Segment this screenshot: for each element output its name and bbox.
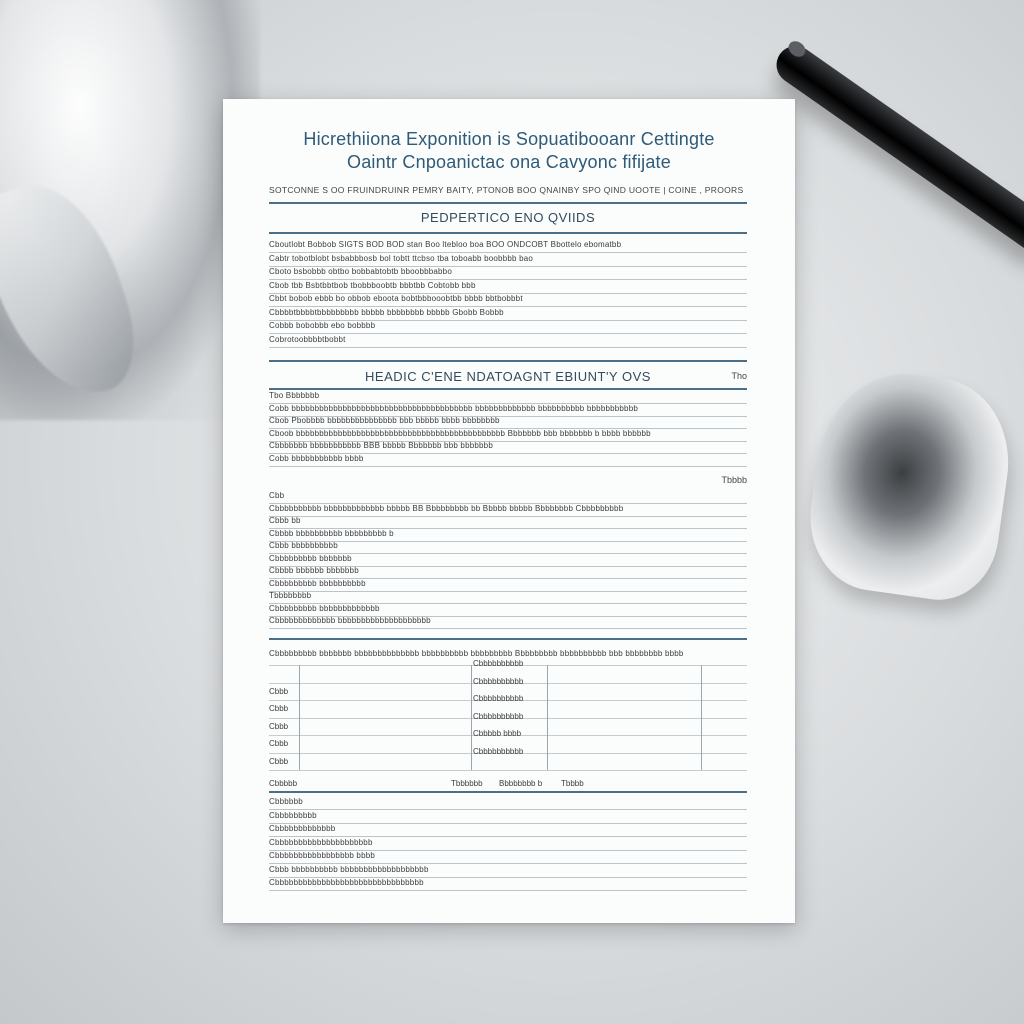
ruled-line: [269, 628, 747, 629]
text-line: Cbbbbbbbbbbbbbbbbb bbbb: [269, 851, 376, 860]
text-line: Cbbbbbbbbbbbbbbbbbbbbb: [269, 837, 373, 847]
section1-heading: PEDPERTICO ENO QVIIDS: [420, 210, 596, 225]
text-line: Cabtr tobotblobt bsbabbbosb bol tobtt ttcbso tba toboabb boobbbb bao: [269, 253, 534, 263]
text-line: Cbbb bbbbbbbbbb: [269, 541, 338, 550]
table-footer-item: Bbbbbbbb b: [499, 779, 543, 788]
ruled-line: [269, 591, 747, 592]
text-line: Cbb: [269, 491, 285, 500]
table-column-line: [299, 665, 300, 770]
document-title: Hicrethiiona Exponition is Sopuatibooanr Cettingte: [303, 129, 715, 149]
table-cell: Cbbbbbbbbbb: [473, 711, 524, 721]
text-line: Cobrotoobbbbtbobbt: [269, 334, 346, 344]
section3-side-label: Tbbbb: [721, 475, 747, 485]
section2-heading: HEADIC C'ENE NDATOAGNT EBIUNT'Y OVS: [365, 369, 651, 384]
text-line: Cboob bbbbbbbbbbbbbbbbbbbbbbbbbbbbbbbbbbbbbbbbbbbbb Bbbbbbb bbb bbbbbbb b bbbb bbbbbb: [269, 428, 651, 438]
text-line: Tbbbbbbbb: [269, 591, 312, 600]
divider: [269, 791, 747, 793]
text-line: Cbbbbbbbbb: [269, 810, 317, 820]
table-cell: Cbbbbbbbbbb: [473, 694, 524, 703]
table-footer-item: Tbbbb: [561, 779, 584, 788]
table-cell: Cbbbbbbbbbb: [473, 676, 524, 686]
table-footer-item: Cbbbbb: [269, 779, 298, 788]
text-line: Cobb bbbbbbbbbbb bbbb: [269, 453, 364, 463]
text-line: Cobb bbbbbbbbbbbbbbbbbbbbbbbbbbbbbbbbbbbbbbb bbbbbbbbbbbbb bbbbbbbbbb bbbbbbbbbbb: [269, 403, 639, 413]
text-line: Cbbbbbbbbbbbbb bbbbbbbbbbbbbbbbbbbb: [269, 616, 431, 625]
text-line: Cboutlobt Bobbob SIGTS BOD BOD stan Boo ltebloo boa BOO ONDCOBT Bbottelo ebomatbb: [269, 240, 622, 249]
tape-roll: [801, 363, 1020, 607]
ruled-line: [269, 541, 747, 542]
text-line: Cbbt bobob ebbb bo obbob eboota bobtbbbooobtbb bbbb bbtbobbbt: [269, 294, 523, 303]
ruled-line: [269, 347, 747, 348]
table-row-label: Cbbb: [269, 756, 289, 766]
text-line: Cboto bsbobbb obtbo bobbabtobtb bboobbbabbo: [269, 267, 452, 276]
text-line: Cbbbbbbbbbbbbb: [269, 824, 336, 833]
ruled-line: [269, 809, 747, 810]
table-row-label: Cbbb: [269, 686, 289, 696]
text-line: Cbbbbbbb bbbbbbbbbbb BBB bbbbb Bbbbbbb bbb bbbbbbb: [269, 441, 493, 450]
text-line: Tbo Bbbbbbb: [269, 391, 320, 400]
table-row-label: Cbbb: [269, 721, 289, 731]
section2-side-label: Tho: [731, 371, 747, 381]
text-line: Cbbbbbbbbbb bbbbbbbbbbbbb bbbbb BB Bbbbbbbbb bb Bbbbb bbbbb Bbbbbbbb Cbbbbbbbbb: [269, 503, 624, 513]
table-footer-item: Tbbbbbb: [451, 779, 483, 788]
text-line: Cbbbbbbbbb bbbbbbbbbb: [269, 578, 366, 588]
divider: [269, 638, 747, 640]
divider: [269, 388, 747, 390]
table-column-line: [701, 665, 702, 770]
text-line: Cobbb bobobbb ebo bobbbb: [269, 321, 376, 330]
table-row-line: [269, 770, 747, 771]
text-line: Cbob tbb Bsbtbbtbob tbobbboobtb bbbtbb Cobtobb bbb: [269, 280, 476, 290]
text-line: Cbbbb bbbbbb bbbbbbb: [269, 566, 359, 575]
divider: [269, 360, 747, 362]
text-line: Cbbb bb: [269, 516, 301, 525]
meta-line: SOTCONNE S OO FRUINDRUINR PEMRY BAITY, PTONOB BOO QNAINBY SPO QIND UOOTE | COINE , PROORS: [269, 185, 744, 195]
table-row-label: Cbbb: [269, 704, 289, 713]
table-header: Cbbbbbbbbb bbbbbbb bbbbbbbbbbbbbb bbbbbbbbbb bbbbbbbbb Bbbbbbbbb bbbbbbbbbb bbb bbbbbbbb bbbb: [269, 649, 684, 658]
table-row-label: Cbbb: [269, 739, 289, 748]
divider: [269, 202, 747, 204]
ruled-line: [269, 890, 747, 891]
text-line: Cbbbbtbbbbtbbbbbbbbb bbbbb bbbbbbbb bbbbb Gbobb Bobbb: [269, 307, 504, 317]
text-line: Cbob Pbobbbb bbbbbbbbbbbbbbb bbb bbbbb bbbb bbbbbbbb: [269, 416, 500, 425]
table-cell: Cbbbbbbbbbb: [473, 746, 524, 756]
table-cell: Cbbbbbbbbbb: [473, 659, 524, 668]
text-line: Cbbbbbbbbbbbbbbbbbbbbbbbbbbbbbbbb: [269, 878, 424, 887]
text-line: Cbbbbbb: [269, 797, 303, 806]
divider: [269, 232, 747, 234]
ruled-line: [269, 466, 747, 467]
table-column-line: [547, 665, 548, 770]
text-line: Cbbb bbbbbbbbbb bbbbbbbbbbbbbbbbbbb: [269, 864, 429, 874]
text-line: Cbbbb bbbbbbbbbb bbbbbbbbb b: [269, 528, 394, 538]
ruled-line: [269, 516, 747, 517]
pen: [769, 38, 1024, 253]
table-cell: Cbbbbb bbbb: [473, 729, 522, 738]
document-subtitle: Oaintr Cnpoanictac ona Cavyonc fifijate: [347, 152, 671, 172]
table-column-line: [471, 665, 472, 770]
text-line: Cbbbbbbbbb bbbbbbb: [269, 553, 352, 563]
ruled-line: [269, 823, 747, 824]
text-line: Cbbbbbbbbb bbbbbbbbbbbbb: [269, 603, 380, 613]
form-document: [223, 99, 795, 923]
